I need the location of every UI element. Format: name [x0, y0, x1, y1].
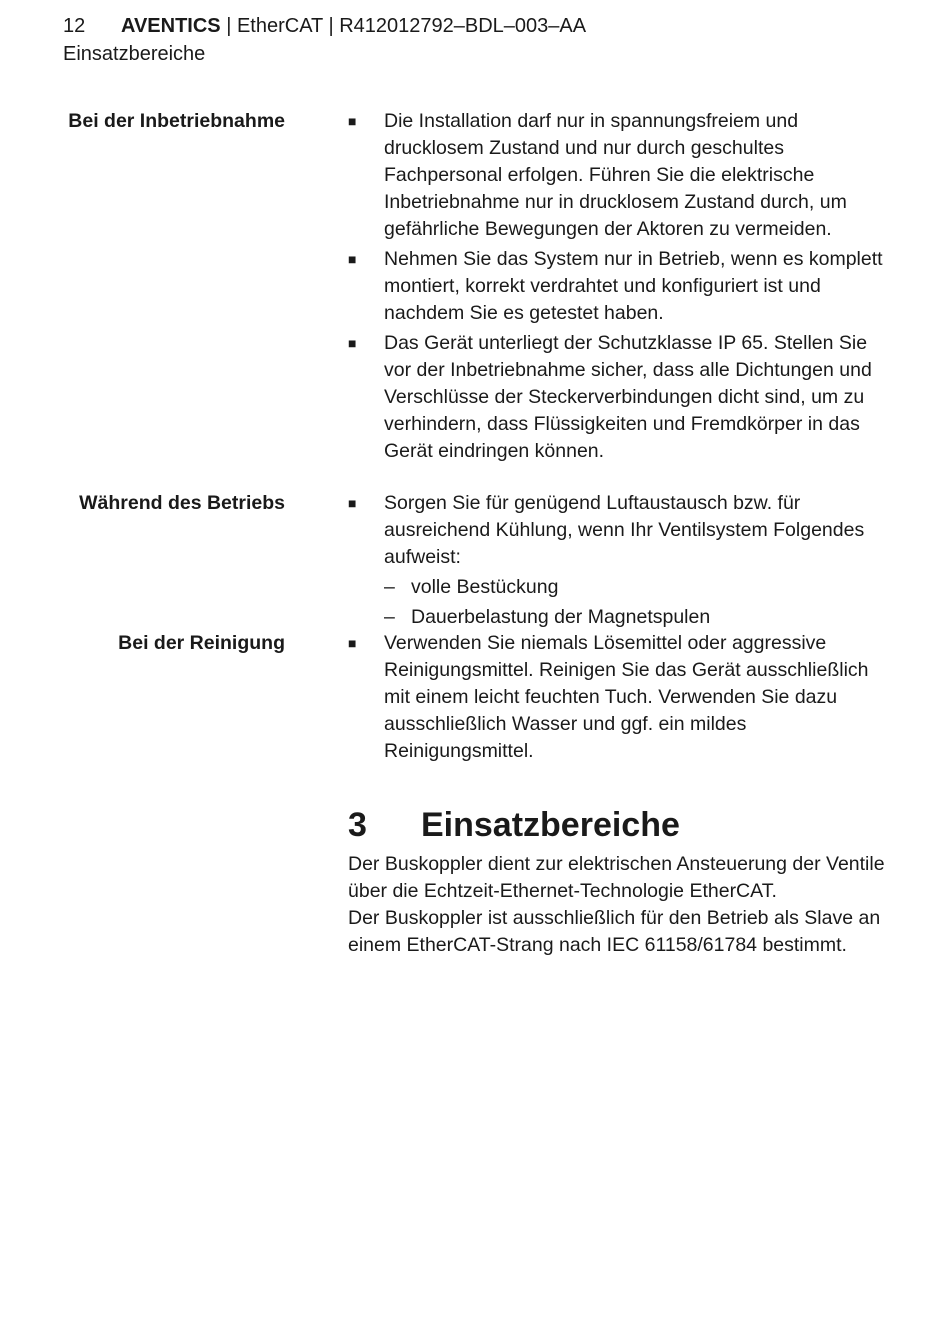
page-header: [63, 12, 586, 68]
list-item: [348, 246, 898, 327]
bullet-square-icon: ■: [348, 251, 357, 267]
sub-list-item-text: volle Bestückung: [411, 576, 559, 598]
sub-list-item: [348, 574, 898, 601]
document-reference: | EtherCAT | R412012792–BDL–003–AA: [220, 15, 587, 37]
bullet-square-icon: ■: [348, 335, 357, 351]
sub-list-item: [348, 604, 898, 631]
bullet-square-icon: ■: [348, 495, 357, 511]
list-item: [348, 630, 898, 765]
list-item-text: Das Gerät unterliegt der Schutzklasse IP 65. Stellen Sie vor der Inbetriebnahme sicher, dass alle Dichtungen und Verschlüsse der Steckerverbindungen dicht sind, um zu verhindern, dass Flüssigkeiten und Fremdkörper in das Gerät eindringen können.: [384, 332, 872, 462]
section-label: Während des Betriebs: [79, 492, 285, 514]
brand-name: AVENTICS: [121, 15, 221, 37]
section-items: [348, 490, 898, 631]
chapter-title: Einsatzbereiche: [421, 806, 680, 844]
chapter-number: 3: [348, 806, 367, 844]
body-paragraph: Der Buskoppler ist ausschließlich für den Betrieb als Slave an einem EtherCAT-Strang nach IEC 61158/61784 bestimmt.: [348, 907, 881, 956]
bullet-square-icon: ■: [348, 635, 357, 651]
list-item: [348, 108, 898, 243]
chapter-body: [348, 851, 908, 959]
chapter-heading: [348, 803, 680, 847]
section-items: [348, 108, 898, 468]
bullet-square-icon: ■: [348, 113, 357, 129]
page-number: 12: [63, 15, 86, 37]
dash-icon: –: [384, 576, 395, 598]
sub-list-item-text: Dauerbelastung der Magnetspulen: [411, 606, 711, 628]
section-label: Bei der Inbetriebnahme: [68, 110, 285, 132]
running-section-title: Einsatzbereiche: [63, 43, 206, 65]
list-item-text: Nehmen Sie das System nur in Betrieb, wenn es komplett montiert, korrekt verdrahtet und konfiguriert ist und nachdem Sie es getestet haben.: [384, 248, 883, 324]
section-items: [348, 630, 898, 768]
list-item: [348, 330, 898, 465]
list-item: [348, 490, 898, 571]
list-item-text: Die Installation darf nur in spannungsfreiem und drucklosem Zustand und nur durch geschultes Fachpersonal erfolgen. Führen Sie die elektrische Inbetriebnahme nur in drucklosem Zustand durch, um gefährliche Bewegungen der Aktoren zu vermeiden.: [384, 110, 847, 240]
body-paragraph: Der Buskoppler dient zur elektrischen Ansteuerung der Ventile über die Echtzeit-Ethernet-Technologie EtherCAT.: [348, 853, 885, 902]
list-item-text: Verwenden Sie niemals Lösemittel oder aggressive Reinigungsmittel. Reinigen Sie das Gerät ausschließlich mit einem leicht feuchten Tuch. Verwenden Sie dazu ausschließlich Wasser und ggf. ein mildes Reinigungsmittel.: [384, 632, 869, 762]
dash-icon: –: [384, 606, 395, 628]
list-item-text: Sorgen Sie für genügend Luftaustausch bzw. für ausreichend Kühlung, wenn Ihr Ventilsystem Folgendes aufweist:: [384, 492, 865, 568]
section-label: Bei der Reinigung: [118, 632, 285, 654]
